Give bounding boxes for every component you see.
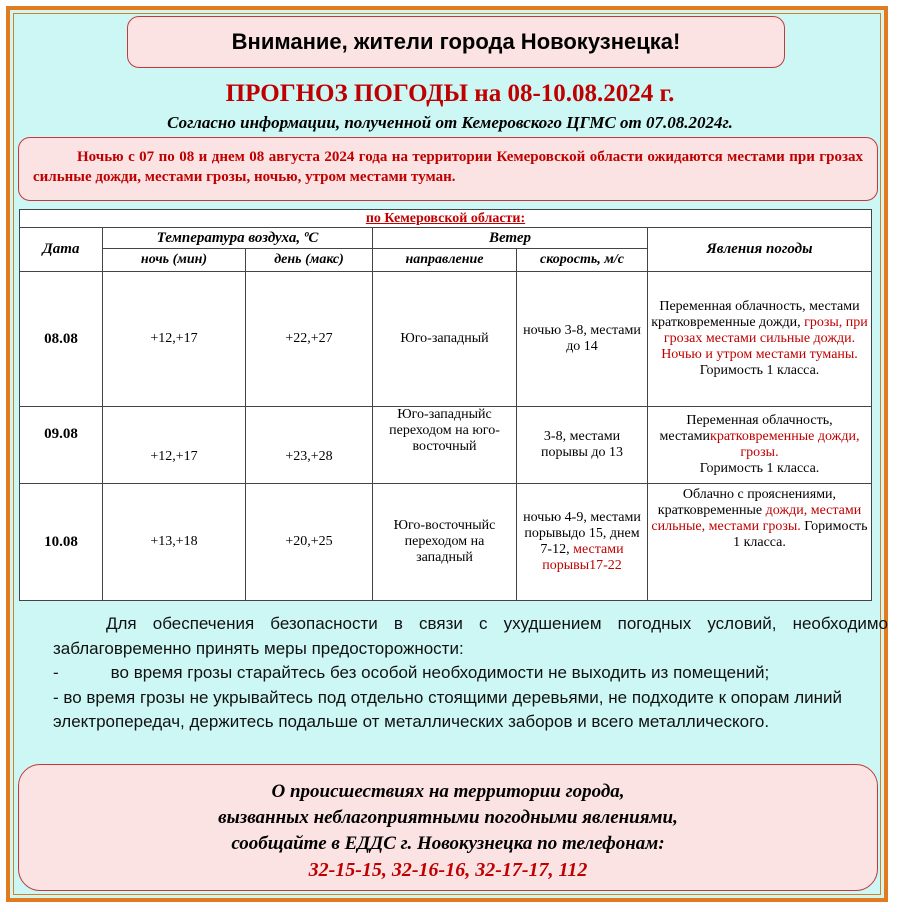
row-day: +23,+28 xyxy=(246,407,373,484)
row-direction: Юго-западныйс переходом на юго-восточный xyxy=(373,407,517,484)
advice-dash: - xyxy=(53,663,59,682)
phenomena-text: Облачно с прояснениями, кратковременные xyxy=(657,487,837,518)
row-direction: Юго-западный xyxy=(373,272,517,407)
fire-risk-text: Горимость 1 класса. xyxy=(699,461,820,476)
phenomena-hazard-text: дожди, местами сильные, местами грозы. xyxy=(651,503,862,534)
table-row xyxy=(20,484,872,601)
row-speed xyxy=(517,484,648,601)
table-row xyxy=(20,407,872,484)
phenomena-hazard-text: грозы, при грозах местами сильные дожди. Ночью и утром местами туманы. xyxy=(661,315,868,362)
row-speed: ночью 3-8, местами до 14 xyxy=(517,272,648,407)
row-day: +20,+25 xyxy=(246,484,373,601)
region-header: по Кемеровской области: xyxy=(20,210,872,228)
phenomena-text: Переменная облачность, местами кратковременные дожди, xyxy=(651,299,860,330)
safety-advice xyxy=(53,612,888,735)
contact-line-2: вызванных неблагоприятными погодными явлениями, xyxy=(218,807,678,828)
header-speed: скорость, м/с xyxy=(517,249,648,272)
advice-intro: Для обеспечения безопасности в связи с ухудшением погодных условий, необходимо заблаговременно принять меры предосторожности: xyxy=(53,614,888,658)
row-phenomena xyxy=(648,272,872,407)
header-day: день (макс) xyxy=(246,249,373,272)
speed-gust-text: местами порывы17-22 xyxy=(542,542,624,573)
contact-line-1: О происшествиях на территории города, xyxy=(271,781,625,802)
fire-risk-text: Горимость 1 класса. xyxy=(699,363,820,378)
header-wind: Ветер xyxy=(373,228,648,249)
row-day: +22,+27 xyxy=(246,272,373,407)
fire-risk-text: Горимость 1 класса. xyxy=(733,519,868,550)
contact-box xyxy=(18,764,878,891)
row-date: 08.08 xyxy=(20,272,103,407)
row-date: 09.08 xyxy=(20,407,103,484)
advice-item-2: - во время грозы не укрывайтесь под отдельно стоящими деревьями, не подходите к опорам линий электропередач, держитесь подальше от металлических заборов и всего металлического. xyxy=(53,687,842,731)
advice-item-1 xyxy=(53,661,888,686)
header-night: ночь (мин) xyxy=(103,249,246,272)
row-phenomena xyxy=(648,407,872,484)
alert-box xyxy=(18,137,878,201)
alert-text: Ночью с 07 по 08 и днем 08 августа 2024 года на территории Кемеровской области ожидаются местами при грозах сильные дожди, местами грозы, ночью, утром местами туман. xyxy=(33,149,863,185)
row-date: 10.08 xyxy=(20,484,103,601)
row-speed: 3-8, местами порывы до 13 xyxy=(517,407,648,484)
contact-line-3: сообщайте в ЕДДС г. Новокузнецка по телефонам: xyxy=(231,833,665,854)
warning-banner: Внимание, жители города Новокузнецка! xyxy=(127,16,785,68)
header-direction: направление xyxy=(373,249,517,272)
header-date: Дата xyxy=(20,228,103,272)
row-night: +12,+17 xyxy=(103,407,246,484)
table-row xyxy=(20,272,872,407)
header-phenomena: Явления погоды xyxy=(648,228,872,272)
row-night: +13,+18 xyxy=(103,484,246,601)
phone-numbers: 32-15-15, 32-16-16, 32-17-17, 112 xyxy=(308,859,588,881)
advice-item-1-text: во время грозы старайтесь без особой необходимости не выходить из помещений; xyxy=(110,663,770,682)
forecast-title: ПРОГНОЗ ПОГОДЫ на 08-10.08.2024 г. xyxy=(225,80,675,107)
speed-text: ночью 4-9, местами порывыдо 15, днем 7-12, xyxy=(523,510,641,557)
phenomena-hazard-text: кратковременные дожди, грозы. xyxy=(710,429,860,460)
header-temperature: Температура воздуха, ºС xyxy=(103,228,373,249)
row-night: +12,+17 xyxy=(103,272,246,407)
phenomena-text: Переменная облачность, местами xyxy=(659,413,833,444)
row-direction: Юго-восточныйс переходом на западный xyxy=(373,484,517,601)
weather-table xyxy=(19,209,872,601)
row-phenomena xyxy=(648,484,872,601)
source-line: Согласно информации, полученной от Кемеровского ЦГМС от 07.08.2024г. xyxy=(167,113,733,132)
